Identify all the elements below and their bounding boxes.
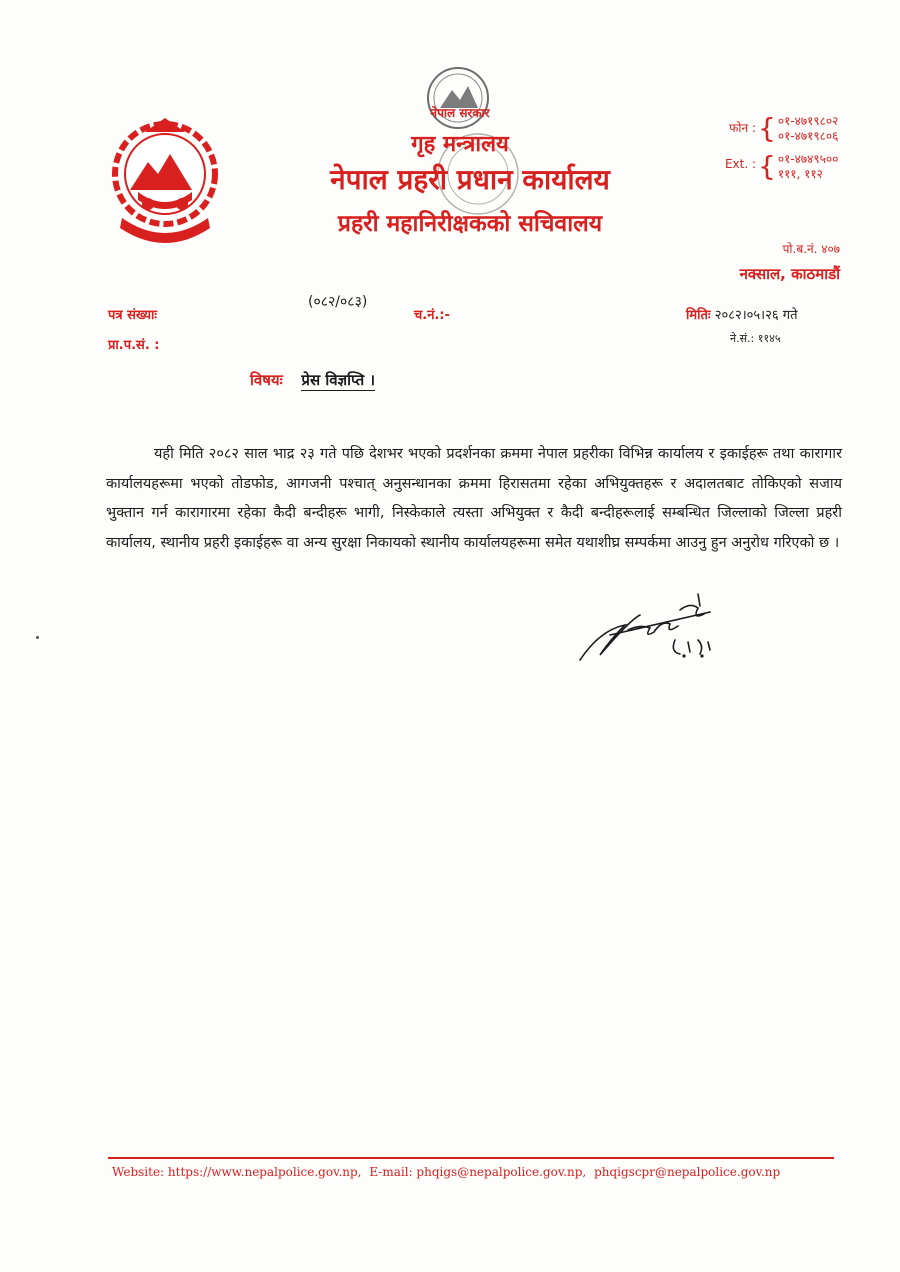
prapa-number-label: प्रा.प.सं. : <box>108 338 160 353</box>
phone-number: ०१-४७१९८०२ <box>777 114 839 128</box>
secretariat-title: प्रहरी महानिरीक्षकको सचिवालय <box>337 211 603 237</box>
ext-row <box>714 152 874 182</box>
phone-label: फोन : <box>729 121 756 135</box>
footer-contact <box>112 1165 842 1179</box>
po-box: पो.ब.नं. ४०७ <box>782 242 840 256</box>
ext-label: Ext. : <box>724 157 756 171</box>
date-value: २०८२।०५।२६ गते <box>714 308 798 323</box>
dispatch-number-label: च.नं.:- <box>414 308 450 323</box>
subject-line <box>250 370 375 390</box>
nepal-samvat-date: ने.सं.: ११४५ <box>730 332 781 345</box>
scan-speck <box>36 636 39 639</box>
nepal-emblem-logo <box>100 112 230 252</box>
handwritten-signature <box>570 580 740 680</box>
ext-number: ०१-४७४९५०० <box>777 152 839 166</box>
subject-value: प्रेस विज्ञप्ति । <box>301 371 376 389</box>
office-title: नेपाल प्रहरी प्रधान कार्यालय <box>330 163 610 196</box>
brace-icon: { <box>758 112 776 145</box>
footer-email: E-mail: phqigs@nepalpolice.gov.np, <box>369 1165 587 1179</box>
footer-email-secondary: phqigscpr@nepalpolice.gov.np <box>594 1165 781 1179</box>
phone-row <box>714 114 874 144</box>
letter-body: यही मिति २०८२ साल भाद्र २३ गते पछि देशभर भएको प्रदर्शनका क्रममा नेपाल प्रहरीका विभिन्न कार्यालय र इकाईहरू तथा कारागार कार्यालयहरूमा भएको तोडफोड, आगजनी पश्चात् अनुसन्धानका क्रममा हिरासतमा रहेका अभियुक्तहरू र अदालतबाट तोकिएको सजाय भुक्तान गर्न कारागारमा रहेका कैदी बन्दीहरू भागी, निस्केकाले त्यस्ता अभियुक्त र कैदी बन्दीहरूलाई सम्बन्धित जिल्लाको जिल्ला प्रहरी कार्यालय, स्थानीय प्रहरी इकाईहरू वा अन्य सुरक्षा निकायको स्थानीय कार्यालयहरूमा समेत यथाशीघ्र सम्पर्कमा आउनु हुन अनुरोध गरिएको छ । <box>106 446 842 551</box>
contact-block <box>714 114 874 190</box>
date-line <box>686 305 797 323</box>
footer-website: Website: https://www.nepalpolice.gov.np, <box>112 1165 362 1179</box>
date-label: मितिः <box>686 308 711 323</box>
fiscal-year: (०८२/०८३) <box>308 294 368 310</box>
seal-top-text: नेपाल सरकार <box>430 106 490 120</box>
ministry-name: गृह मन्त्रालय <box>411 132 509 157</box>
brace-icon: { <box>758 150 776 183</box>
ext-number: १११, ११२ <box>777 167 823 181</box>
reference-number-label: पत्र संख्याः <box>108 308 158 323</box>
footer-divider <box>108 1157 834 1159</box>
subject-label: विषयः <box>250 371 283 389</box>
office-location: नक्साल, काठमाडौं <box>739 265 840 283</box>
phone-number: ०१-४७१९८०६ <box>777 129 839 143</box>
